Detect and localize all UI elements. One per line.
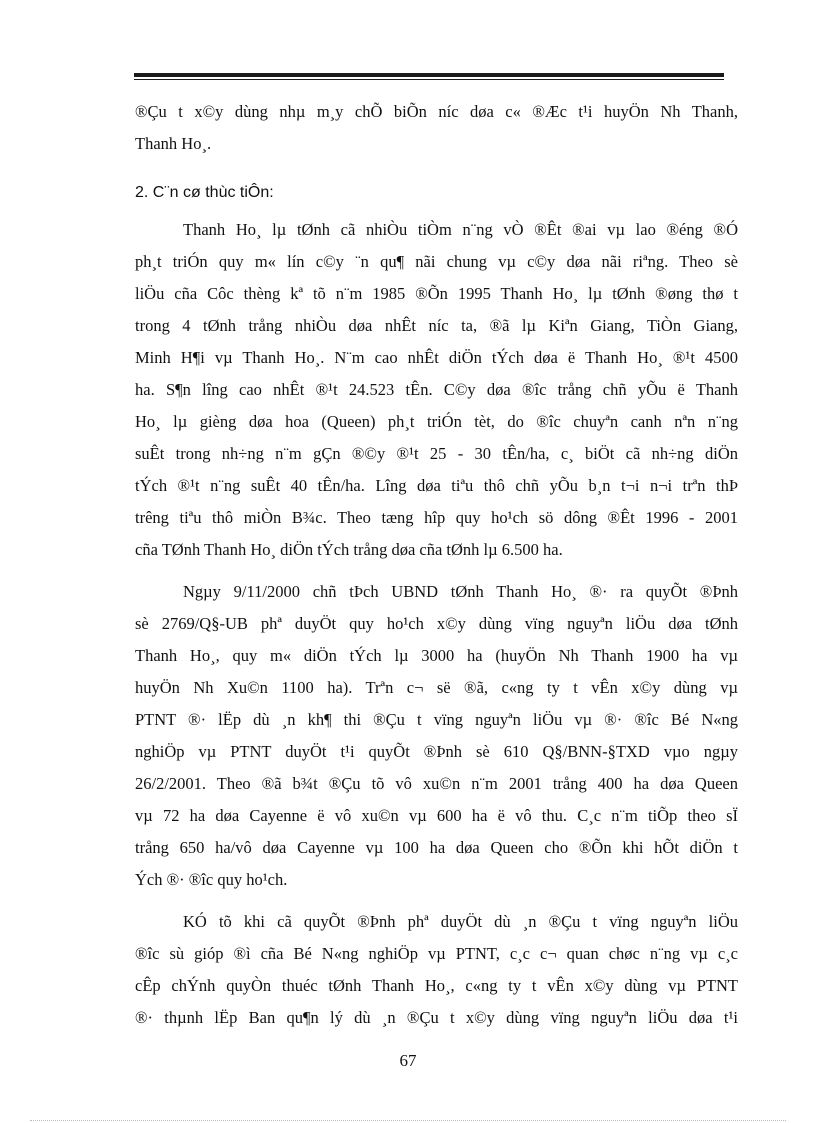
- paragraph-implementation: [135, 906, 738, 1034]
- text-line: Thanh Ho¸.: [135, 134, 212, 153]
- text-line: Ho¸ lµ gièng døa hoa (Queen) ph¸t triÓn tèt, do ®îc chuyªn canh nªn n¨ng: [135, 412, 738, 431]
- text-line: suÊt trong nh÷ng n¨m gÇn ®©y ®¹t 25 - 30 tÊn/ha, c¸ biÖt cã nh÷ng diÖn: [135, 444, 738, 463]
- text-line: nghiÖp vµ PTNT duyÖt t¹i quyÕt ®Þnh sè 610 Q§/BNN-§TXD vµo ngµy: [135, 742, 738, 761]
- text-line: huyÖn Nh Xu©n 1100 ha). Trªn c¬ së ®ã, c«ng ty t vÊn x©y dùng vµ: [135, 678, 738, 697]
- header-rule-thick: [134, 73, 724, 77]
- text-line: 26/2/2001. Theo ®ã b¾t ®Çu tõ vô xu©n n¨m 2001 trång 400 ha døa Queen: [135, 774, 738, 793]
- text-line: vµ 72 ha døa Cayenne ë vô xu©n vµ 600 ha ë vô thu. C¸c n¨m tiÕp theo sÏ: [135, 806, 738, 825]
- text-line: ®Çu t x©y dùng nhµ m¸y chÕ biÕn níc døa c« ®Æc t¹i huyÖn Nh Thanh,: [135, 102, 738, 121]
- text-line: trong 4 tØnh trång nhiÒu døa nhÊt níc ta, ®ã lµ Kiªn Giang, TiÒn Giang,: [135, 316, 738, 335]
- text-line: Thanh Ho¸ lµ tØnh cã nhiÒu tiÒm n¨ng vÒ ®Êt ®ai vµ lao ®éng ®Ó: [183, 220, 738, 239]
- text-line: trång 650 ha/vô døa Cayenne vµ 100 ha døa Queen cho ®Õn khi hÕt diÖn t: [135, 838, 738, 857]
- text-line: tÝch ®¹t n¨ng suÊt 40 tÊn/ha. Lîng døa tiªu thô chñ yÕu b¸n t¬i n¬i trªn thÞ: [135, 476, 738, 495]
- paragraph-practical-basis: [135, 214, 738, 566]
- page-bottom-dotted-line: [30, 1120, 786, 1121]
- text-line: Ých ®· ®îc quy ho¹ch.: [135, 870, 288, 889]
- text-line: PTNT ®· lËp dù ¸n kh¶ thi ®Çu t vïng nguyªn liÖu vµ ®· ®îc Bé N«ng: [135, 710, 738, 729]
- text-line: ®· thµnh lËp Ban qu¶n lý dù ¸n ®Çu t x©y dùng vïng nguyªn liÖu døa t¹i: [135, 1008, 738, 1027]
- text-line: sè 2769/Q§-UB phª duyÖt quy ho¹ch x©y dùng vïng nguyªn liÖu døa tØnh: [135, 614, 738, 633]
- header-rule-thin: [134, 79, 724, 80]
- text-line: ha. S¶n lîng cao nhÊt ®¹t 24.523 tÊn. C©y døa ®îc trång chñ yÕu ë Thanh: [135, 380, 738, 399]
- text-line: cña TØnh Thanh Ho¸ diÖn tÝch trång døa cña tØnh lµ 6.500 ha.: [135, 540, 563, 559]
- text-line: KÓ tõ khi cã quyÕt ®Þnh phª duyÖt dù ¸n ®Çu t vïng nguyªn liÖu: [183, 912, 738, 931]
- text-line: Ngµy 9/11/2000 chñ tÞch UBND tØnh Thanh Ho¸ ®· ra quyÕt ®Þnh: [183, 582, 738, 601]
- text-line: Thanh Ho¸, quy m« diÖn tÝch lµ 3000 ha (huyÖn Nh Thanh 1900 ha vµ: [135, 646, 738, 665]
- text-line: liÖu cña Côc thèng kª tõ n¨m 1985 ®Õn 1995 Thanh Ho¸ lµ tØnh ®øng thø t: [135, 284, 738, 303]
- text-line: cÊp chÝnh quyÒn thuéc tØnh Thanh Ho¸, c«ng ty t vÊn x©y dùng vµ PTNT: [135, 976, 738, 995]
- text-line: Minh H¶i vµ Thanh Ho¸. N¨m cao nhÊt diÖn tÝch døa ë Thanh Ho¸ ®¹t 4500: [135, 348, 738, 367]
- text-line: trêng tiªu thô miÒn B¾c. Theo tæng hîp quy ho¹ch sö dông ®Êt 1996 - 2001: [135, 508, 738, 527]
- page-body: [135, 96, 738, 1034]
- section-heading: 2. C¨n cø thùc tiÔn:: [135, 184, 274, 201]
- text-line: ph¸t triÓn quy m« lín c©y ¨n qu¶ nãi chung vµ c©y døa nãi riªng. Theo sè: [135, 252, 738, 271]
- paragraph-continuation: [135, 96, 738, 160]
- paragraph-decision: [135, 576, 738, 896]
- page-number: 67: [399, 1051, 417, 1070]
- text-line: ®îc sù gióp ®ì cña Bé N«ng nghiÖp vµ PTNT, c¸c c¬ quan chøc n¨ng vµ c¸c: [135, 944, 738, 963]
